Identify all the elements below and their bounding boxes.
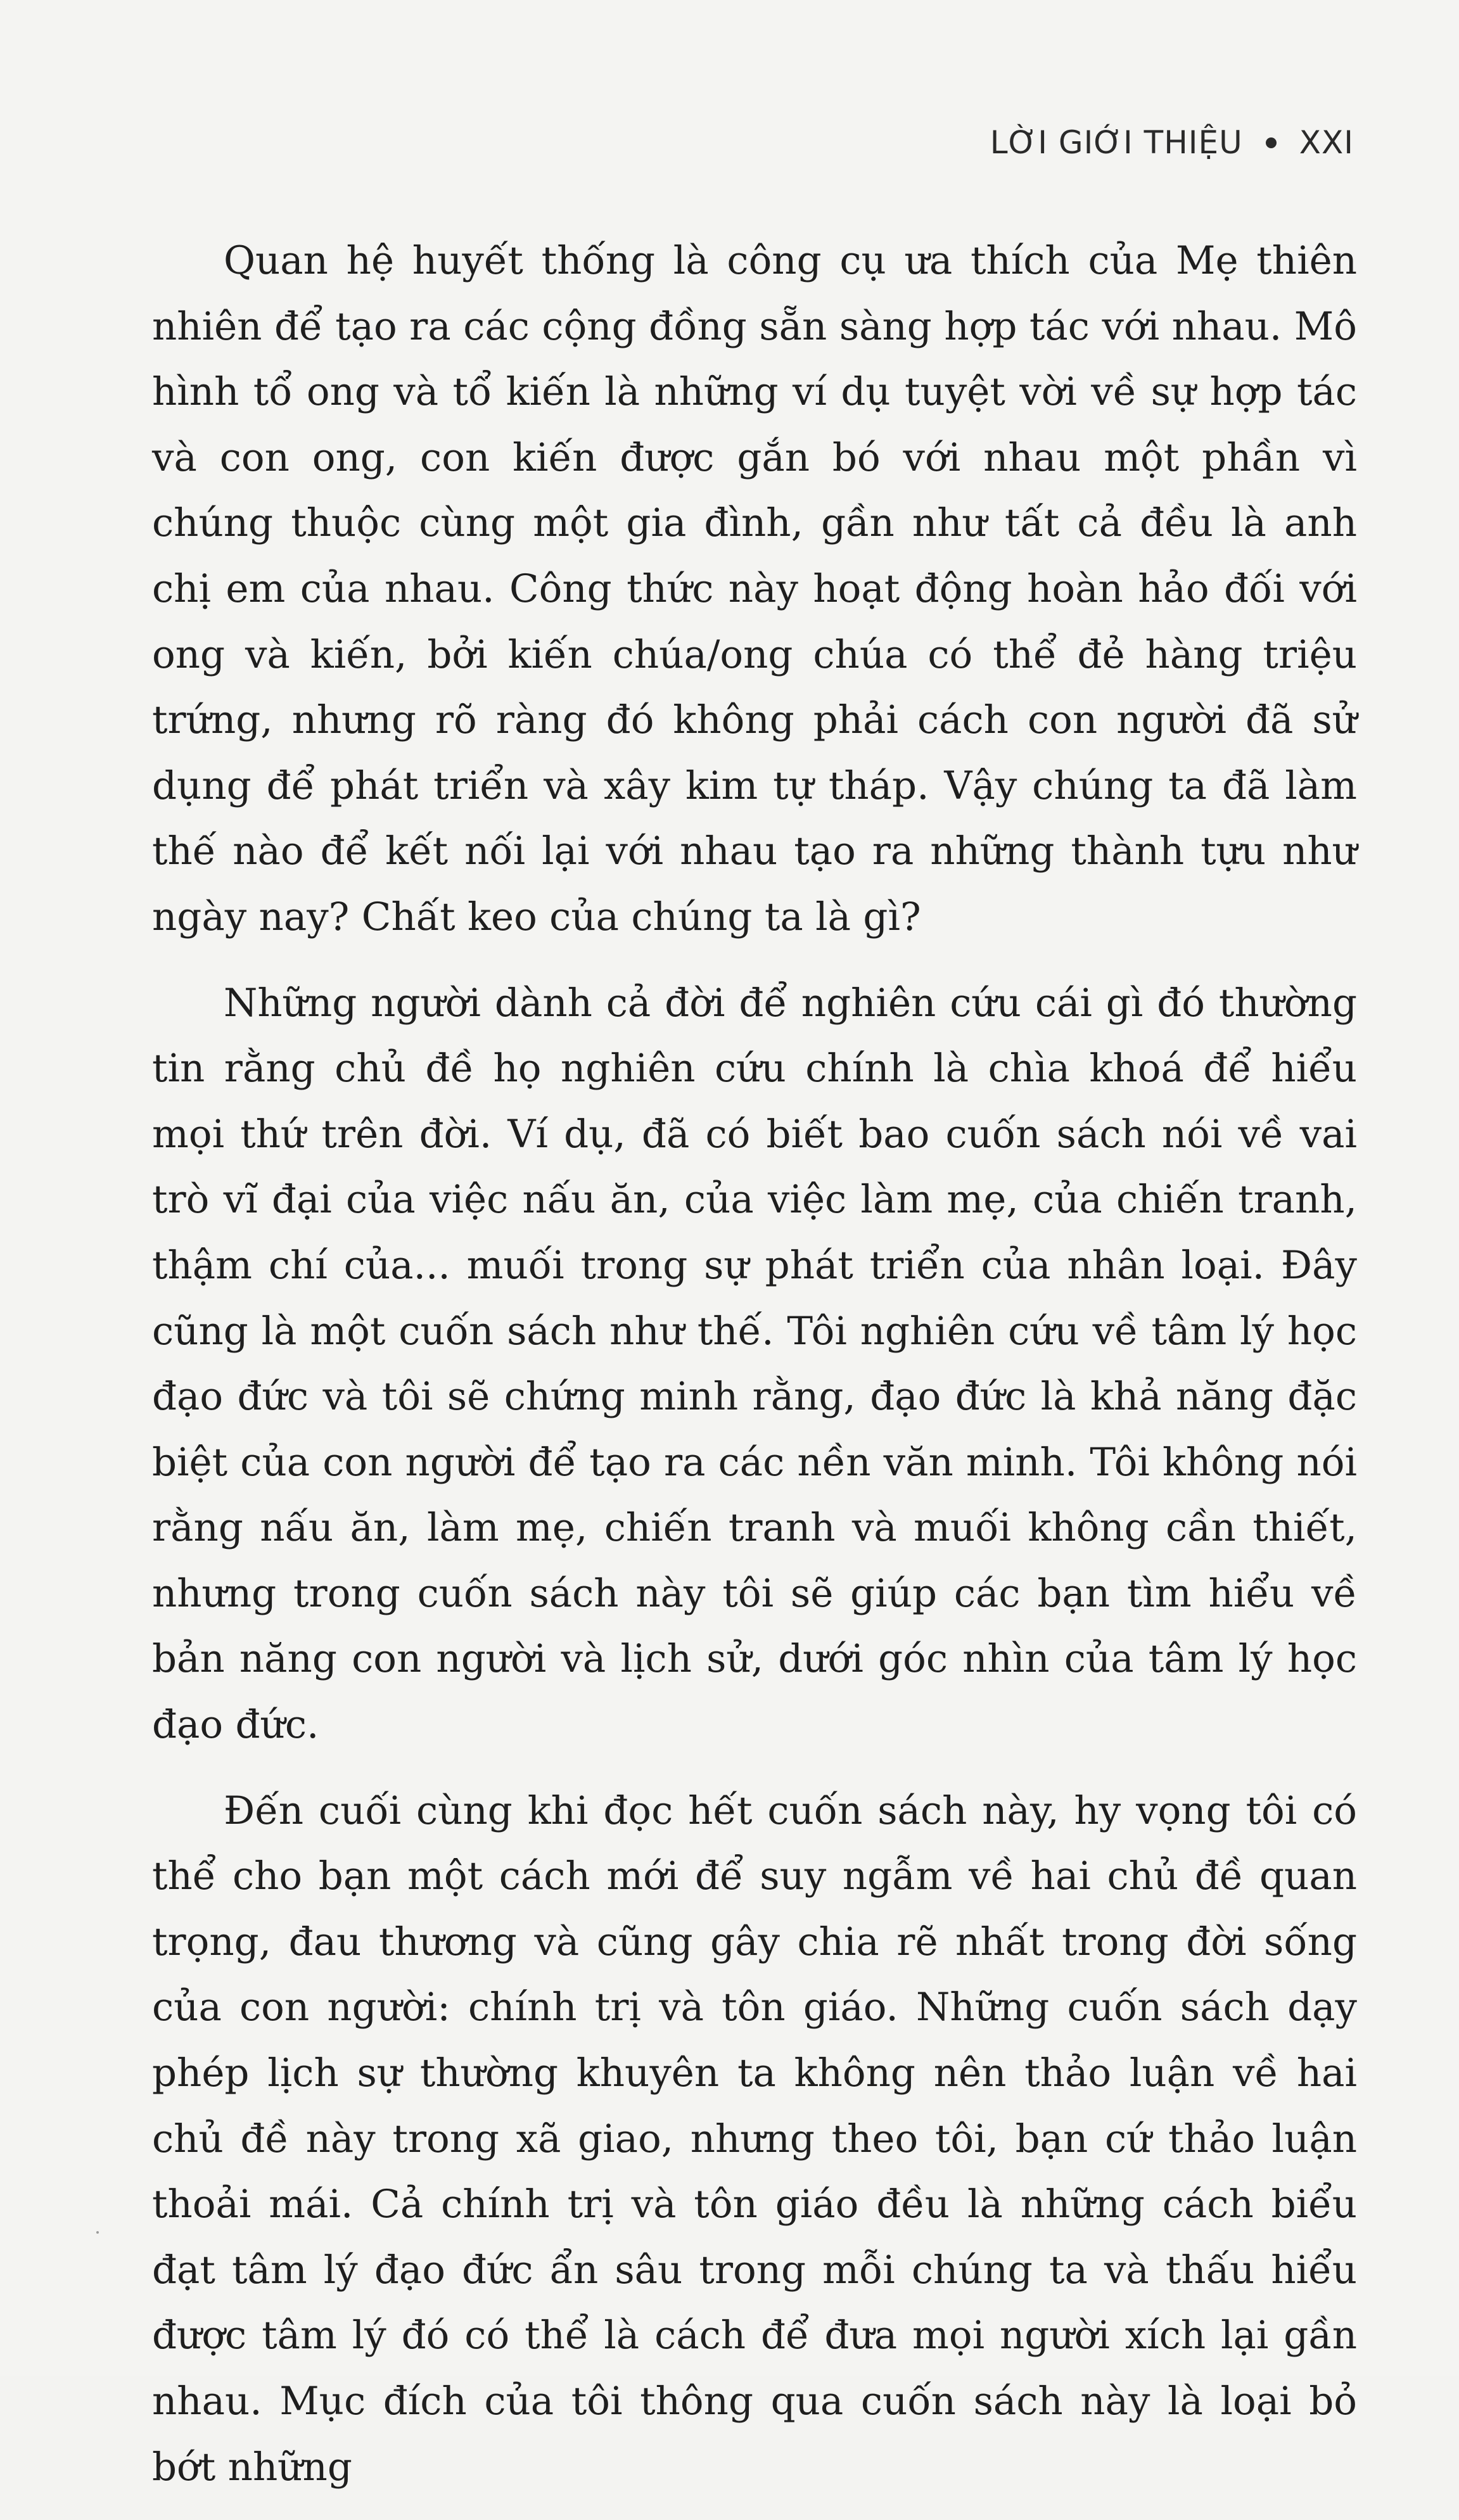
paragraph-1: Quan hệ huyết thống là công cụ ưa thích của Mẹ thiên nhiên để tạo ra các cộng đồng sẵn sàng hợp tác với nhau. Mô hình tổ ong và tổ kiến là những ví dụ tuyệt vời về sự hợp tác và con ong, con kiến được gắn bó với nhau một phần vì chúng thuộc cùng một gia đình, gần như tất cả đều là anh chị em của nhau. Công thức này hoạt động hoàn hảo đối với ong và kiến, bởi kiến chúa/ong chúa có thể đẻ hàng triệu trứng, nhưng rõ ràng đó không phải cách con người đã sử dụng để phát triển và xây kim tự tháp. Vậy chúng ta đã làm thế nào để kết nối lại với nhau tạo ra những thành tựu như ngày nay? Chất keo của chúng ta là gì? <box>152 238 1357 939</box>
page-number: XXI <box>1299 124 1354 161</box>
chapter-title: LỜI GIỚI THIỆU <box>990 124 1243 161</box>
paragraph-2: Những người dành cả đời để nghiên cứu cái gì đó thường tin rằng chủ đề họ nghiên cứu chính là chìa khoá để hiểu mọi thứ trên đời. Ví dụ, đã có biết bao cuốn sách nói về vai trò vĩ đại của việc nấu ăn, của việc làm mẹ, của chiến tranh, thậm chí của... muối trong sự phát triển của nhân loại. Đây cũng là một cuốn sách như thế. Tôi nghiên cứu về tâm lý học đạo đức và tôi sẽ chứng minh rằng, đạo đức là khả năng đặc biệt của con người để tạo ra các nền văn minh. Tôi không nói rằng nấu ăn, làm mẹ, chiến tranh và muối không cần thiết, nhưng trong cuốn sách này tôi sẽ giúp các bạn tìm hiểu về bản năng con người và lịch sử, dưới góc nhìn của tâm lý học đạo đức. <box>152 980 1357 1748</box>
scan-speck <box>96 2231 99 2234</box>
paragraph-3: Đến cuối cùng khi đọc hết cuốn sách này, hy vọng tôi có thể cho bạn một cách mới để suy ngẫm về hai chủ đề quan trọng, đau thương và cũng gây chia rẽ nhất trong đời sống của con người: chính trị và tôn giáo. Những cuốn sách dạy phép lịch sự thường khuyên ta không nên thảo luận về hai chủ đề này trong xã giao, nhưng theo tôi, bạn cứ thảo luận thoải mái. Cả chính trị và tôn giáo đều là những cách biểu đạt tâm lý đạo đức ẩn sâu trong mỗi chúng ta và thấu hiểu được tâm lý đó có thể là cách để đưa mọi người xích lại gần nhau. Mục đích của tôi thông qua cuốn sách này là loại bỏ bớt những <box>152 1788 1357 2490</box>
running-header <box>990 124 1354 161</box>
body-text <box>152 228 1357 2520</box>
bullet-separator-icon <box>1266 137 1277 148</box>
